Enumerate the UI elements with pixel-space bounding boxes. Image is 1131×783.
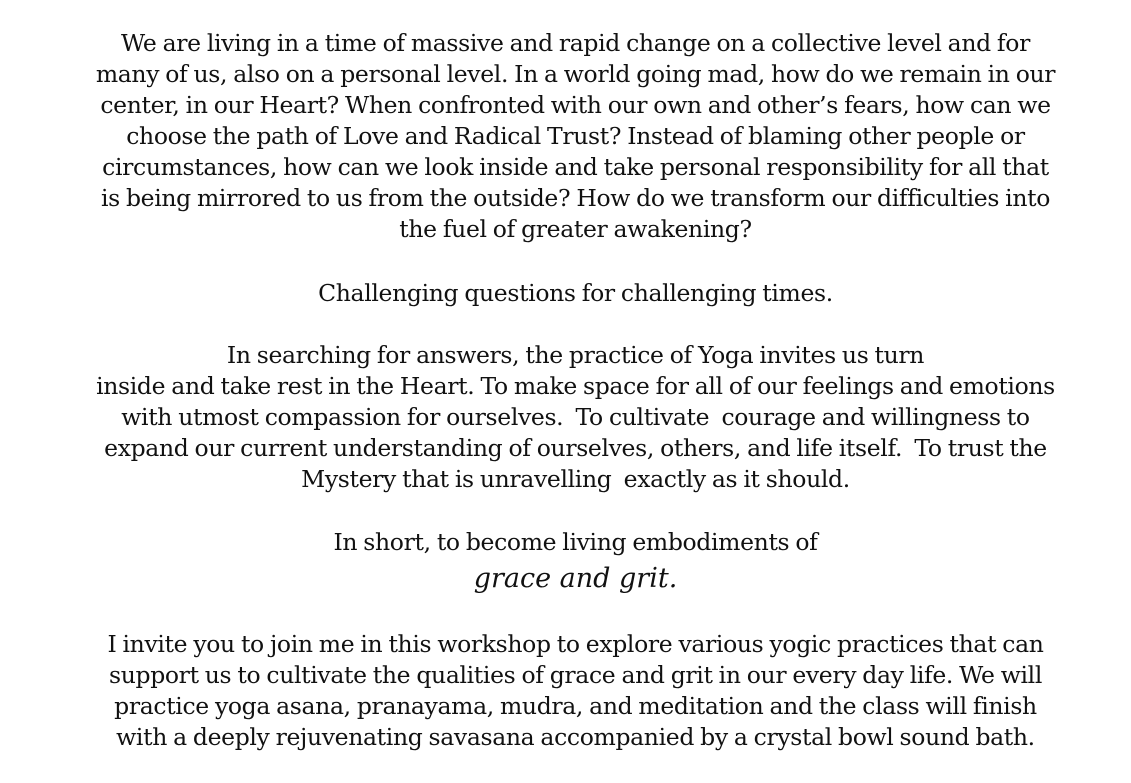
text-line: is being mirrored to us from the outside? How do we transform our difficulties into (100, 184, 1051, 212)
invitation-paragraph (40, 629, 1111, 753)
text-line: center, in our Heart? When confronted with our own and other’s fears, how can we (100, 91, 1051, 119)
text-line: practice yoga asana, pranayama, mudra, and meditation and the class will finish (114, 692, 1037, 720)
text-line: support us to cultivate the qualities of grace and grit in our every day life. We will (109, 661, 1042, 689)
text-line: We are living in a time of massive and rapid change on a collective level and for (121, 29, 1030, 57)
text-line: I invite you to join me in this workshop to explore various yogic practices that can (107, 630, 1044, 658)
yoga-paragraph (40, 340, 1111, 495)
text-line: expand our current understanding of ourselves, others, and life itself. To trust the (104, 434, 1047, 462)
intro-paragraph (40, 28, 1111, 245)
text-line: many of us, also on a personal level. In a world going mad, how do we remain in our (95, 60, 1056, 88)
text-line: the fuel of greater awakening? (399, 215, 752, 243)
text-line: Challenging questions for challenging times. (318, 279, 833, 307)
text-line: with a deeply rejuvenating savasana accompanied by a crystal bowl sound bath. (116, 723, 1035, 751)
text-line: circumstances, how can we look inside and take personal responsibility for all that (102, 153, 1049, 181)
text-line: with utmost compassion for ourselves. To cultivate courage and willingness to (121, 403, 1030, 431)
text-line: In searching for answers, the practice of Yoga invites us turn (226, 341, 925, 369)
summary-paragraph (40, 527, 1111, 558)
grace-and-grit-phrase: grace and grit. (473, 563, 678, 594)
text-line: In short, to become living embodiments of (333, 528, 818, 556)
text-line: choose the path of Love and Radical Trust? Instead of blaming other people or (126, 122, 1025, 150)
questions-paragraph (40, 278, 1111, 309)
text-line: inside and take rest in the Heart. To make space for all of our feelings and emotions (96, 372, 1055, 400)
text-line: Mystery that is unravelling exactly as it should. (301, 465, 850, 493)
